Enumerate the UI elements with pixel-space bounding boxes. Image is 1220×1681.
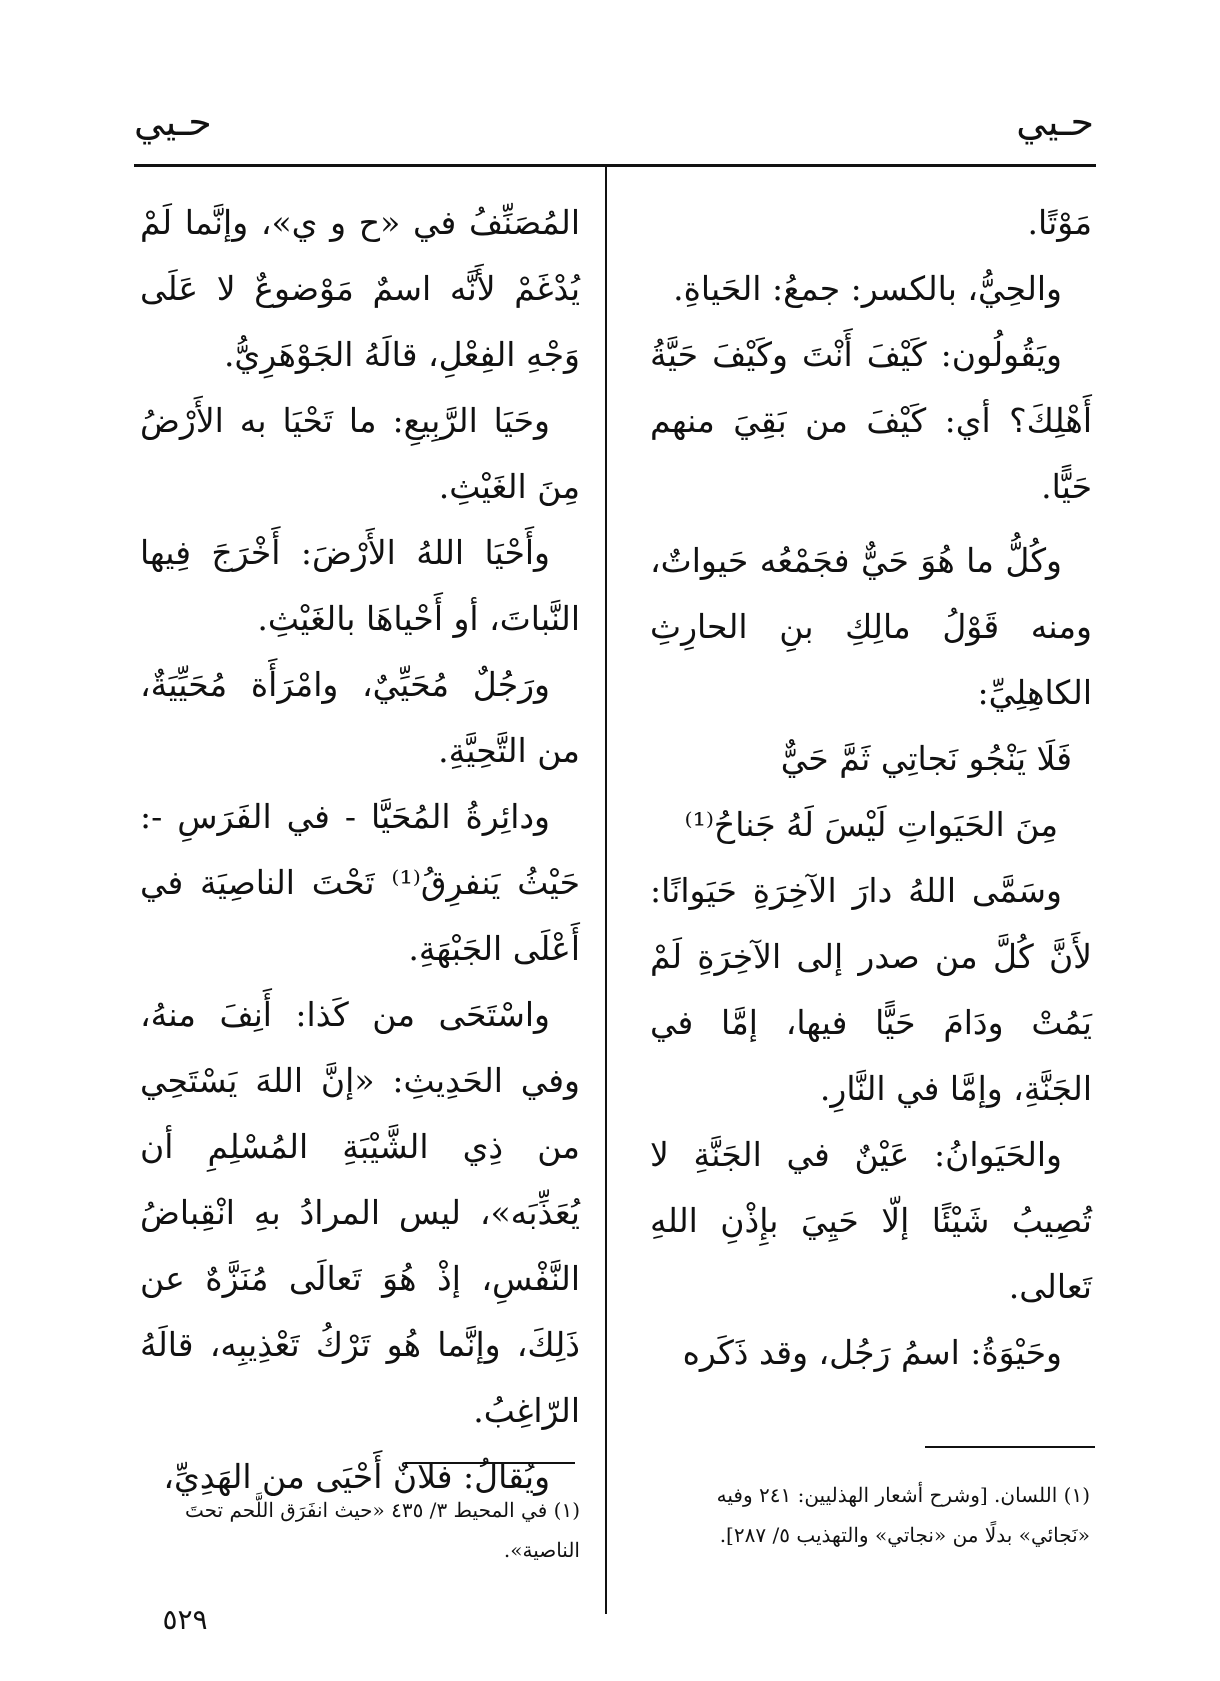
running-headword-right: حـيي	[1016, 100, 1094, 144]
verse-line: مِنَ الحَيَواتِ لَيْسَ لَهُ جَناحُ⁽¹⁾	[684, 805, 1058, 844]
left-column	[140, 190, 580, 1496]
paragraph: ويَقُولُون: كَيْفَ أَنْتَ وكَيْفَ حَيَّةُ أَهْلِكَ؟ أي: كَيْفَ من بَقِيَ منهم حَيًّا.	[650, 335, 1092, 506]
paragraph: والحِيُّ، بالكسر: جمعُ: الحَياةِ.	[673, 269, 1062, 308]
footnote-rule-left	[405, 1462, 575, 1464]
paragraph: ويُقالُ: فلانٌ أَحْيَى من الهَدِيِّ،	[163, 1457, 550, 1496]
footnote-rule-right	[925, 1446, 1095, 1448]
paragraph: وسَمَّى اللهُ دارَ الآخِرَةِ حَيَوانًا: لأَنَّ كُلَّ من صدر إلى الآخِرَةِ لَمْ يَمُتْ ودَامَ حَيًّا فيها، إمَّا في الجَنَّةِ، وإمَّا في النَّارِ.	[650, 871, 1092, 1108]
paragraph: واسْتَحَى من كَذا: أَنِفَ منهُ، وفي الحَدِيثِ: «إنَّ اللهَ يَسْتَحِي من ذِي الشَّيْبَةِ المُسْلِمِ أن يُعَذِّبَه»، ليس المرادُ بهِ انْقِباضُ النَّفْسِ، إذْ هُوَ تَعالَى مُنَزَّهٌ عن ذَلِكَ، وإنَّما هُو تَرْكُ تَعْذِيبِه، قالَهُ الرّاغِبُ.	[140, 995, 580, 1430]
running-headword-left: حـيي	[134, 100, 212, 144]
paragraph: ورَجُلٌ مُحَيِّيٌ، وامْرَأَة مُحَيِّيَةٌ، من التَّحِيَّةِ.	[140, 665, 580, 770]
column-divider	[605, 164, 607, 1614]
paragraph: وأَحْيَا اللهُ الأَرْضَ: أَخْرَجَ فِيها النَّباتَ، أو أَحْياهَا بالغَيْثِ.	[140, 533, 580, 638]
paragraph: مَوْتًا.	[1027, 203, 1092, 242]
footnote-left: (١) في المحيط ٣/ ٤٣٥ «حيث انفَرَق اللَّحم تحتَ الناصية».	[184, 1498, 580, 1562]
paragraph: وكُلُّ ما هُوَ حَيٌّ فجَمْعُه حَيواتٌ، ومنه قَوْلُ مالِكِ بنِ الحارِثِ الكاهِلِيِّ:	[650, 541, 1092, 712]
footnote-right: (١) اللسان. [وشرح أشعار الهذليين: ٢٤١ وفيه «نَجائي» بدلًا من «نجاتي» والتهذيب ٥/ ٢٨٧].	[716, 1483, 1090, 1547]
right-column	[650, 190, 1092, 1420]
paragraph: وحَيَا الرَّبِيعِ: ما تَحْيَا به الأَرْضُ مِنَ الغَيْثِ.	[140, 401, 580, 506]
verse-line: فَلَا يَنْجُو نَجاتِي ثَمَّ حَيٌّ	[780, 739, 1072, 778]
page-header	[134, 92, 1094, 152]
page-number: ٥٢٩	[162, 1603, 208, 1636]
paragraph: وحَيْوَةُ: اسمُ رَجُل، وقد ذَكَره	[682, 1333, 1062, 1372]
paragraph: ودائِرةُ المُحَيَّا - في الفَرَسِ -: حَيْثُ يَنفرِقُ⁽¹⁾ تَحْتَ الناصِيَة في أَعْلَى الجَبْهَةِ.	[140, 797, 580, 968]
header-rule	[134, 164, 1096, 167]
paragraph: المُصَنِّفُ في «ح و ي»، وإنَّما لَمْ يُدْغَمْ لأَنَّه اسمٌ مَوْضوعٌ لا عَلَى وَجْهِ الفِعْلِ، قالَهُ الجَوْهَرِيُّ.	[140, 203, 580, 374]
paragraph: والحَيَوانُ: عَيْنٌ في الجَنَّةِ لا تُصِيبُ شَيْئًا إلّا حَيِيَ بإِذْنِ اللهِ تَعالى.	[650, 1135, 1092, 1306]
